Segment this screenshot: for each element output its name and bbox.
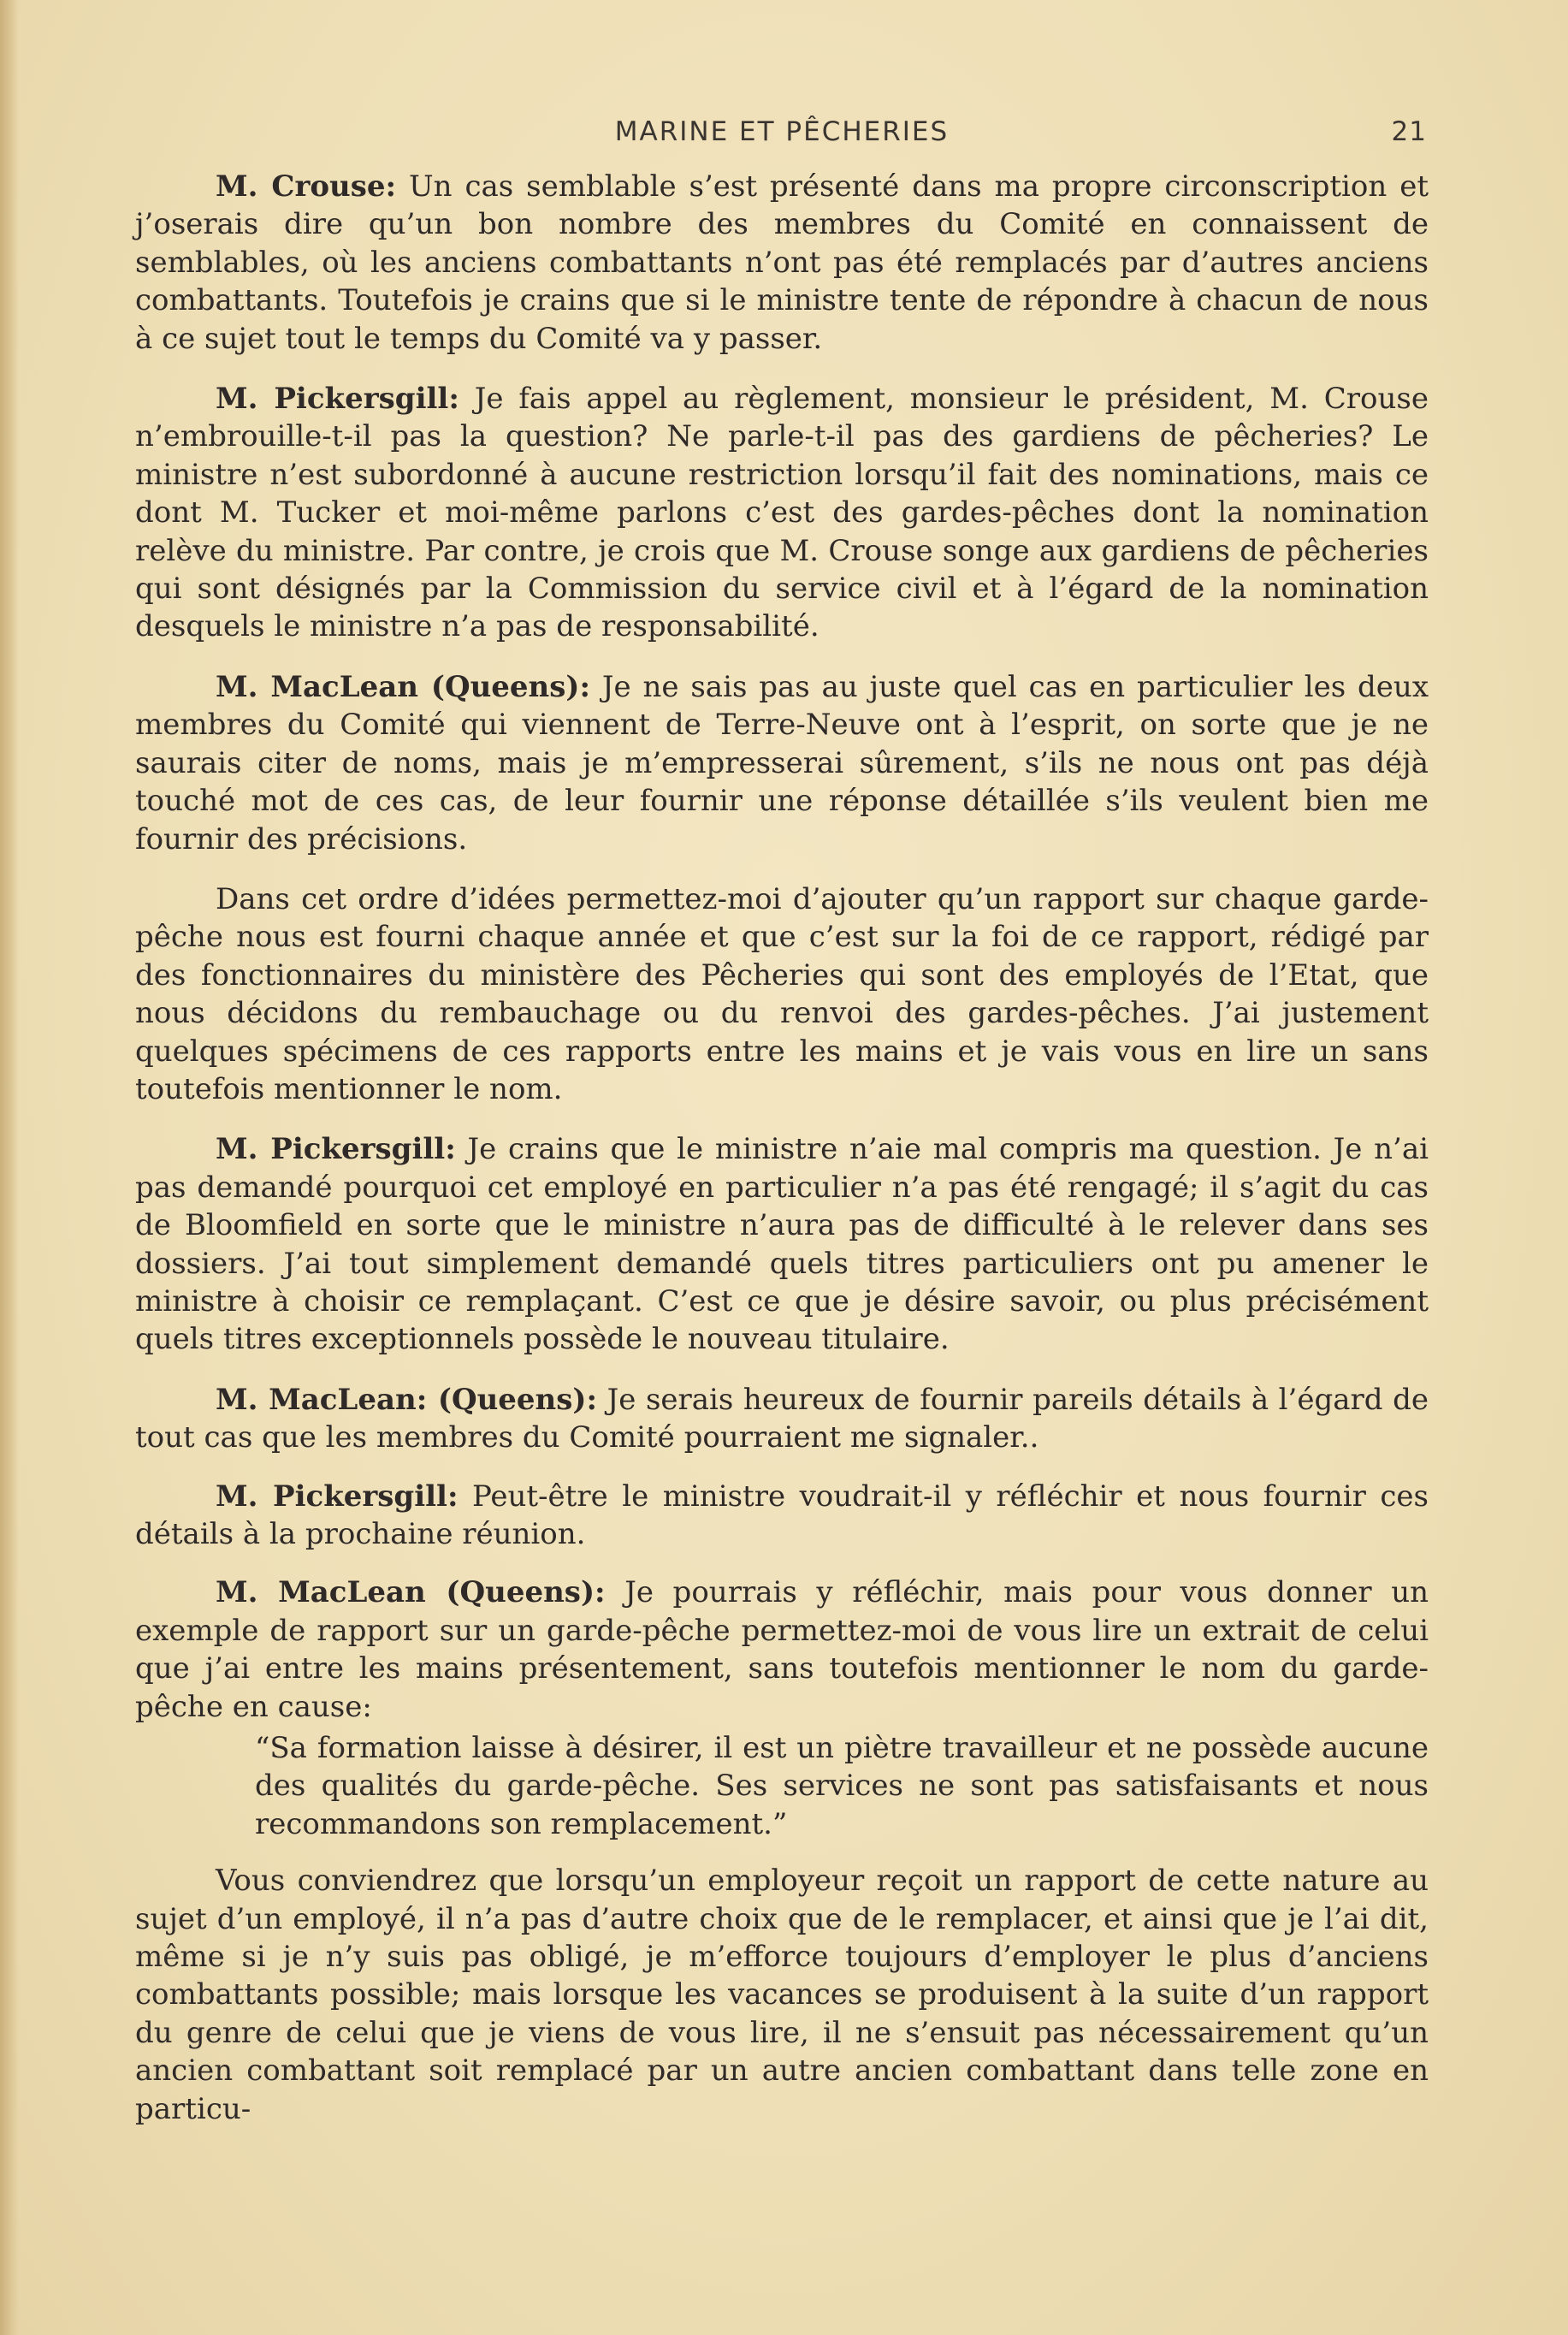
paragraph-text: Dans cet ordre d’idées permettez-moi d’ajouter qu’un rapport sur chaque garde-pêche nous est fourni chaque année et que c’est sur la foi de ce rapport, rédigé par des fonctionnaires du ministère des Pêcheries qui sont des employés de l’Etat, que nous décidons du rembauchage ou du renvoi des gardes-pêches. J’ai justement quelques spécimens de ces rapports entre les mains et je vais vous en lire un sans toutefois mentionner le nom. xyxy=(135,881,1429,1106)
paragraph-final: Vous conviendrez que lorsqu’un employeur reçoit un rapport de cette nature au sujet d’un employé, il n’a pas d’autre choix que de le remplacer, et ainsi que je l’ai dit, même si je n’y suis pas obligé, je m’efforce toujours d’employer le plus d’anciens combattants possible; mais lorsque les vacances se produisent à la suite d’un rapport du genre de celui que je viens de vous lire, il ne s’ensuit pas nécessairement qu’un ancien combattant soit remplacé par un autre ancien combattant dans telle zone en particu- xyxy=(135,1864,1429,2126)
paragraph-maclean-1 xyxy=(135,668,1429,858)
speaker-name: M. Crouse: xyxy=(216,169,397,204)
paragraph-text: Je serais heureux de fournir pareils détails à l’égard de tout cas que les membres du Comité pourraient me signaler.. xyxy=(135,1382,1429,1455)
running-head: MARINE ET PÊCHERIES xyxy=(614,116,950,147)
report-quote: “Sa formation laisse à désirer, il est un piètre travailleur et ne possède aucune des qualités du garde-pêche. Ses services ne sont pas satisfaisants et nous recommandons son remplacement.” xyxy=(255,1731,1429,1841)
speaker-name: M. Pickersgill: xyxy=(216,382,459,417)
paragraph-text: Je ne sais pas au juste quel cas en particulier les deux membres du Comité qui viennent de Terre-Neuve ont à l’esprit, on sorte que je ne saurais citer de noms, mais je m’empresserai sûrement, s’ils ne nous ont pas déjà touché mot de ces cas, de leur fournir une réponse détaillée s’ils veulent bien me fournir des précisions. xyxy=(135,669,1429,856)
speaker-name: M. Pickersgill: xyxy=(216,1479,459,1514)
paragraph-text: Je crains que le ministre n’aie mal compris ma question. Je n’ai pas demandé pourquoi cet employé en particulier n’a pas été rengagé; il s’agit du cas de Bloomfield en sorte que le ministre n’aura pas de difficulté à le relever dans ses dossiers. J’ai tout simplement demandé quels titres particuliers ont pu amener le ministre à choisir ce remplaçant. C’est ce que je désire savoir, ou plus précisément quels titres exceptionnels possède le nouveau titulaire. xyxy=(135,1132,1429,1357)
body-text xyxy=(135,168,1429,2128)
paragraph-pickersgill-2 xyxy=(135,1130,1429,1358)
page-number: 21 xyxy=(1391,116,1427,147)
paragraph-maclean-2 xyxy=(135,1381,1429,1457)
paragraph-pickersgill-3 xyxy=(135,1478,1429,1554)
paragraph-pickersgill-1 xyxy=(135,380,1429,646)
paragraph-maclean-3 xyxy=(135,1573,1429,1726)
speaker-name: M. MacLean (Queens): xyxy=(216,1575,606,1610)
paragraph-maclean-continued xyxy=(135,880,1429,1108)
paragraph-text: Je fais appel au règlement, monsieur le président, M. Crouse n’embrouille-t-il pas la question? Ne parle-t-il pas des gardiens de pêcheries? Le ministre n’est subordonné à aucune restriction lorsqu’il fait des nominations, mais ce dont M. Tucker et moi-même parlons c’est des gardes-pêches dont la nomination relève du ministre. Par contre, je crois que M. Crouse songe aux gardiens de pêcheries qui sont désignés par la Commission du service civil et à l’égard de la nomination desquels le ministre n’a pas de responsabilité. xyxy=(135,382,1429,644)
paragraph-text: Je pourrais y réfléchir, mais pour vous donner un exemple de rapport sur un garde-pêche permettez-moi de vous lire un extrait de celui que j’ai entre les mains présentement, sans toutefois mentionner le nom du garde-pêche en cause: xyxy=(135,1575,1429,1724)
page-header xyxy=(137,116,1427,154)
paragraph-text: Un cas semblable s’est présenté dans ma propre circonscription et j’oserais dire qu’un bon nombre des membres du Comité en connaissent de semblables, où les anciens combattants n’ont pas été remplacés par d’autres anciens combattants. Toutefois je crains que si le ministre tente de répondre à chacun de nous à ce sujet tout le temps du Comité va y passer. xyxy=(135,169,1429,356)
speaker-name: M. MacLean (Queens): xyxy=(216,669,591,704)
paragraph-text: Peut-être le ministre voudrait-il y réfléchir et nous fournir ces détails à la prochaine réunion. xyxy=(135,1479,1429,1551)
page-binding-edge xyxy=(0,0,19,2335)
paragraph-crouse xyxy=(135,168,1429,358)
speaker-name: M. MacLean: (Queens): xyxy=(216,1382,598,1417)
speaker-name: M. Pickersgill: xyxy=(216,1132,456,1167)
